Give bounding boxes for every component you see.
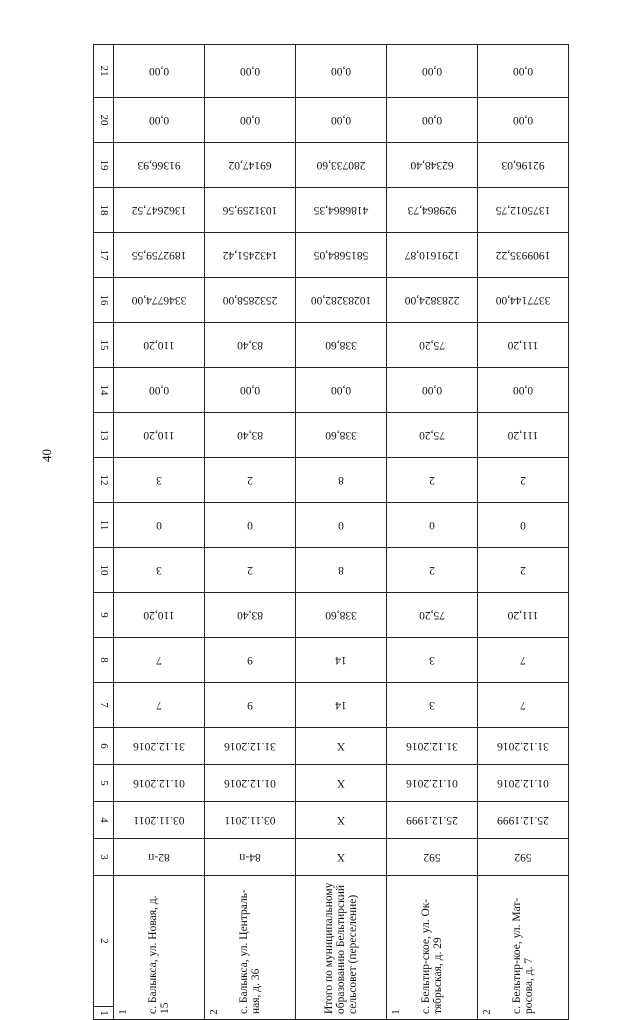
table-cell (387, 143, 478, 188)
column-number (94, 323, 114, 368)
column-number-label: 12 (97, 474, 110, 486)
table-cell (205, 143, 296, 188)
cell-value: 31.12.2016 (406, 740, 458, 752)
column-number (94, 278, 114, 323)
table-cell (205, 45, 296, 98)
cell-value: X (336, 740, 346, 752)
cell-value: 0,00 (148, 65, 170, 77)
cell-value: 0,00 (239, 65, 261, 77)
cell-value: 03.11.2011 (224, 814, 276, 826)
column-number (94, 765, 114, 802)
cell-value: 2283824,00 (404, 294, 460, 306)
column-number-label: 4 (97, 817, 110, 823)
cell-value: 1362647,52 (131, 204, 187, 216)
table-cell (205, 323, 296, 368)
table-cell (296, 188, 387, 233)
table-cell (296, 143, 387, 188)
cell-value: 83,40 (237, 609, 263, 621)
cell-value: 62348,40 (410, 159, 454, 171)
cell-value: 0 (338, 519, 344, 531)
table-cell (478, 802, 569, 839)
table-cell (478, 503, 569, 548)
object-name-cell (296, 876, 387, 1020)
column-number (94, 839, 114, 876)
column-number-label: 3 (97, 854, 110, 860)
table-cell (296, 368, 387, 413)
table-cell (478, 765, 569, 802)
table-cell (114, 143, 205, 188)
table-cell (205, 593, 296, 638)
cell-value: 10283282,00 (310, 294, 372, 306)
table-cell (387, 323, 478, 368)
table-cell (478, 98, 569, 143)
cell-value: 31.12.2016 (133, 740, 185, 752)
table-row (94, 683, 569, 728)
row-number: 2 (208, 1009, 220, 1015)
cell-value: 0,00 (330, 384, 352, 396)
cell-value: 2 (429, 474, 435, 486)
cell-value: 8 (338, 474, 344, 486)
cell-value: 2 (247, 564, 253, 576)
cell-value: 84-п (239, 851, 261, 863)
cell-value: 83,40 (237, 339, 263, 351)
table-cell (296, 233, 387, 278)
cell-value: 338,60 (325, 339, 357, 351)
table-cell (205, 839, 296, 876)
table-cell (478, 233, 569, 278)
column-number-label: 19 (97, 159, 110, 171)
column-number (94, 728, 114, 765)
table-cell (387, 233, 478, 278)
table-cell (205, 458, 296, 503)
column-number (94, 368, 114, 413)
table-cell (387, 593, 478, 638)
table-cell (387, 765, 478, 802)
cell-value: 592 (514, 851, 532, 863)
cell-value: 7 (520, 654, 526, 666)
cell-value: 1031259,56 (222, 204, 278, 216)
table-cell (114, 683, 205, 728)
table-cell (296, 503, 387, 548)
cell-value: 4186864,35 (313, 204, 369, 216)
column-number-label: 1 (97, 1010, 110, 1016)
table-cell (387, 638, 478, 683)
cell-value: 0 (429, 519, 435, 531)
cell-value: 0 (520, 519, 526, 531)
cell-value: 2 (520, 474, 526, 486)
cell-value: 280733,60 (316, 159, 366, 171)
table-cell (205, 503, 296, 548)
cell-value: 338,60 (325, 429, 357, 441)
table-row (94, 278, 569, 323)
cell-value: 75,20 (419, 429, 445, 441)
cell-value: 0,00 (512, 384, 534, 396)
column-number (94, 593, 114, 638)
cell-value: 111,20 (507, 339, 539, 351)
cell-value: 25.12.1999 (406, 814, 458, 826)
cell-value: 0,00 (330, 114, 352, 126)
table-cell (114, 188, 205, 233)
cell-value: 91366,93 (137, 159, 181, 171)
cell-value: X (336, 851, 346, 863)
column-number (94, 143, 114, 188)
cell-value: 0,00 (421, 384, 443, 396)
cell-value: 75,20 (419, 339, 445, 351)
column-number (94, 876, 114, 1007)
table-cell (478, 368, 569, 413)
cell-value: 03.11.2011 (133, 814, 185, 826)
table-row (94, 45, 569, 98)
table-cell (114, 593, 205, 638)
table-cell (478, 458, 569, 503)
table-cell (387, 728, 478, 765)
column-number (94, 233, 114, 278)
table-cell (478, 45, 569, 98)
cell-value: 83,40 (237, 429, 263, 441)
table-cell (478, 548, 569, 593)
table-cell (296, 728, 387, 765)
column-number-label: 5 (97, 780, 110, 786)
table-row (94, 503, 569, 548)
column-number (94, 1007, 114, 1020)
table-cell (478, 638, 569, 683)
column-number-label: 11 (97, 519, 110, 531)
table-row (94, 413, 569, 458)
table-cell (296, 638, 387, 683)
table-cell (387, 683, 478, 728)
table-row (94, 876, 569, 1007)
cell-value: 82-п (148, 851, 170, 863)
table-cell (205, 233, 296, 278)
table-cell (205, 765, 296, 802)
object-name-cell (114, 876, 205, 1020)
cell-value: 7 (156, 654, 162, 666)
table-cell (296, 278, 387, 323)
table-cell (478, 188, 569, 233)
cell-value: 75,20 (419, 609, 445, 621)
cell-value: 3 (429, 699, 435, 711)
cell-value: 9 (247, 699, 253, 711)
cell-value: 1375012,75 (495, 204, 551, 216)
table-cell (478, 278, 569, 323)
table-row (94, 323, 569, 368)
cell-value: 2532858,00 (222, 294, 278, 306)
column-number-label: 21 (97, 65, 110, 77)
cell-value: 3 (156, 474, 162, 486)
table-cell (114, 638, 205, 683)
cell-value: 9 (247, 654, 253, 666)
table-row (94, 368, 569, 413)
table-cell (296, 802, 387, 839)
cell-value: 5815684,05 (313, 249, 369, 261)
cell-value: 8 (338, 564, 344, 576)
table-cell (205, 638, 296, 683)
cell-value: 3346774,00 (131, 294, 187, 306)
column-number (94, 503, 114, 548)
cell-value: 0,00 (148, 114, 170, 126)
table-cell (114, 413, 205, 458)
object-name-cell (387, 876, 478, 1020)
table-cell (387, 188, 478, 233)
table-cell (387, 45, 478, 98)
cell-value: 01.12.2016 (497, 777, 549, 789)
column-number-label: 8 (97, 657, 110, 663)
table-row (94, 458, 569, 503)
column-number-label: 9 (97, 612, 110, 618)
table-cell (478, 728, 569, 765)
table-cell (114, 765, 205, 802)
data-table (93, 44, 569, 1020)
object-name: с. Бельтир-кое, ул. Мат-росова, д. 7 (511, 897, 535, 1014)
table-cell (478, 839, 569, 876)
cell-value: 0,00 (239, 114, 261, 126)
cell-value: X (336, 777, 346, 789)
table-cell (205, 98, 296, 143)
column-number (94, 45, 114, 98)
table-cell (296, 839, 387, 876)
table-cell (114, 839, 205, 876)
cell-value: 7 (156, 699, 162, 711)
table-cell (296, 765, 387, 802)
cell-value: 929864,73 (407, 204, 457, 216)
cell-value: 3377144,00 (495, 294, 551, 306)
table-cell (114, 278, 205, 323)
table-row (94, 765, 569, 802)
column-number-label: 18 (97, 204, 110, 216)
cell-value: 1909935,22 (495, 249, 551, 261)
table-cell (478, 323, 569, 368)
table-cell (296, 458, 387, 503)
table-cell (205, 683, 296, 728)
table-cell (387, 503, 478, 548)
cell-value: 3 (156, 564, 162, 576)
column-number-label: 15 (97, 339, 110, 351)
cell-value: 01.12.2016 (133, 777, 185, 789)
cell-value: 592 (423, 851, 441, 863)
column-number-label: 2 (97, 938, 110, 944)
cell-value: 111,20 (507, 609, 539, 621)
column-number-label: 20 (97, 114, 110, 126)
object-name-cell (205, 876, 296, 1020)
cell-value: 0,00 (512, 114, 534, 126)
column-number (94, 98, 114, 143)
object-name-cell (478, 876, 569, 1020)
cell-value: 0,00 (330, 65, 352, 77)
table-cell (205, 188, 296, 233)
table-cell (296, 323, 387, 368)
table-cell (114, 98, 205, 143)
table-cell (296, 98, 387, 143)
cell-value: 7 (520, 699, 526, 711)
column-number (94, 413, 114, 458)
column-number-label: 17 (97, 249, 110, 261)
cell-value: 25.12.1999 (497, 814, 549, 826)
cell-value: X (336, 814, 346, 826)
table-cell (387, 458, 478, 503)
column-number (94, 802, 114, 839)
row-number: 1 (117, 1009, 129, 1015)
table-row (94, 188, 569, 233)
object-name: с. Балыкса, ул. Централь-ная, д. 36 (238, 888, 262, 1014)
table-cell (387, 548, 478, 593)
cell-value: 110,20 (143, 609, 175, 621)
table-cell (114, 728, 205, 765)
column-number-label: 6 (97, 743, 110, 749)
table-cell (387, 368, 478, 413)
cell-value: 31.12.2016 (224, 740, 276, 752)
table-cell (387, 413, 478, 458)
column-number (94, 683, 114, 728)
table-cell (205, 548, 296, 593)
cell-value: 110,20 (143, 339, 175, 351)
table-cell (387, 839, 478, 876)
page-number: 40 (39, 449, 54, 462)
column-number (94, 188, 114, 233)
object-name: Итого по муниципальному образованию Бельтирский сельсовет (переселение) (323, 882, 359, 1014)
table-row (94, 802, 569, 839)
table-row (94, 98, 569, 143)
column-number-label: 16 (97, 294, 110, 306)
table-cell (205, 278, 296, 323)
row-number: 1 (390, 1009, 402, 1015)
cell-value: 2 (429, 564, 435, 576)
table-cell (205, 413, 296, 458)
cell-value: 0,00 (239, 384, 261, 396)
table-row (94, 143, 569, 188)
table-cell (114, 368, 205, 413)
table-row (94, 548, 569, 593)
column-number-label: 14 (97, 384, 110, 396)
table-cell (478, 593, 569, 638)
table-cell (387, 98, 478, 143)
table-cell (114, 45, 205, 98)
table-cell (296, 593, 387, 638)
table-cell (114, 802, 205, 839)
table-row (94, 638, 569, 683)
column-number (94, 638, 114, 683)
table-cell (478, 683, 569, 728)
cell-value: 31.12.2016 (497, 740, 549, 752)
table-cell (296, 683, 387, 728)
cell-value: 0 (247, 519, 253, 531)
cell-value: 1892759,55 (131, 249, 187, 261)
column-number (94, 548, 114, 593)
row-number: 2 (481, 1009, 493, 1015)
cell-value: 0,00 (148, 384, 170, 396)
cell-value: 14 (335, 699, 347, 711)
table-cell (205, 728, 296, 765)
cell-value: 0 (156, 519, 162, 531)
table-cell (296, 45, 387, 98)
column-number-label: 7 (97, 702, 110, 708)
object-name: с. Балыкса, ул. Новая, д. 15 (147, 895, 171, 1014)
table-cell (387, 802, 478, 839)
table-row (94, 839, 569, 876)
cell-value: 110,20 (143, 429, 175, 441)
table-cell (387, 278, 478, 323)
column-number (94, 458, 114, 503)
cell-value: 3 (429, 654, 435, 666)
table-cell (114, 323, 205, 368)
cell-value: 0,00 (421, 114, 443, 126)
table-cell (296, 413, 387, 458)
cell-value: 2 (520, 564, 526, 576)
table-cell (114, 548, 205, 593)
table-row (94, 728, 569, 765)
cell-value: 92196,03 (501, 159, 545, 171)
cell-value: 01.12.2016 (224, 777, 276, 789)
object-name: с. Бельтир-ское, ул. Ок-тябрьская, д. 29 (420, 898, 444, 1014)
table-row (94, 593, 569, 638)
cell-value: 338,60 (325, 609, 357, 621)
table-cell (114, 503, 205, 548)
table-cell (114, 233, 205, 278)
table-cell (114, 458, 205, 503)
cell-value: 111,20 (507, 429, 539, 441)
cell-value: 1432451,42 (222, 249, 278, 261)
cell-value: 0,00 (421, 65, 443, 77)
cell-value: 14 (335, 654, 347, 666)
cell-value: 2 (247, 474, 253, 486)
cell-value: 01.12.2016 (406, 777, 458, 789)
table-cell (478, 413, 569, 458)
cell-value: 69147,02 (228, 159, 272, 171)
cell-value: 0,00 (512, 65, 534, 77)
column-number-label: 10 (97, 564, 110, 576)
table-cell (205, 368, 296, 413)
table-row (94, 233, 569, 278)
column-number-label: 13 (97, 429, 110, 441)
table-cell (296, 548, 387, 593)
table-cell (478, 143, 569, 188)
cell-value: 1291610,87 (404, 249, 460, 261)
table-cell (205, 802, 296, 839)
